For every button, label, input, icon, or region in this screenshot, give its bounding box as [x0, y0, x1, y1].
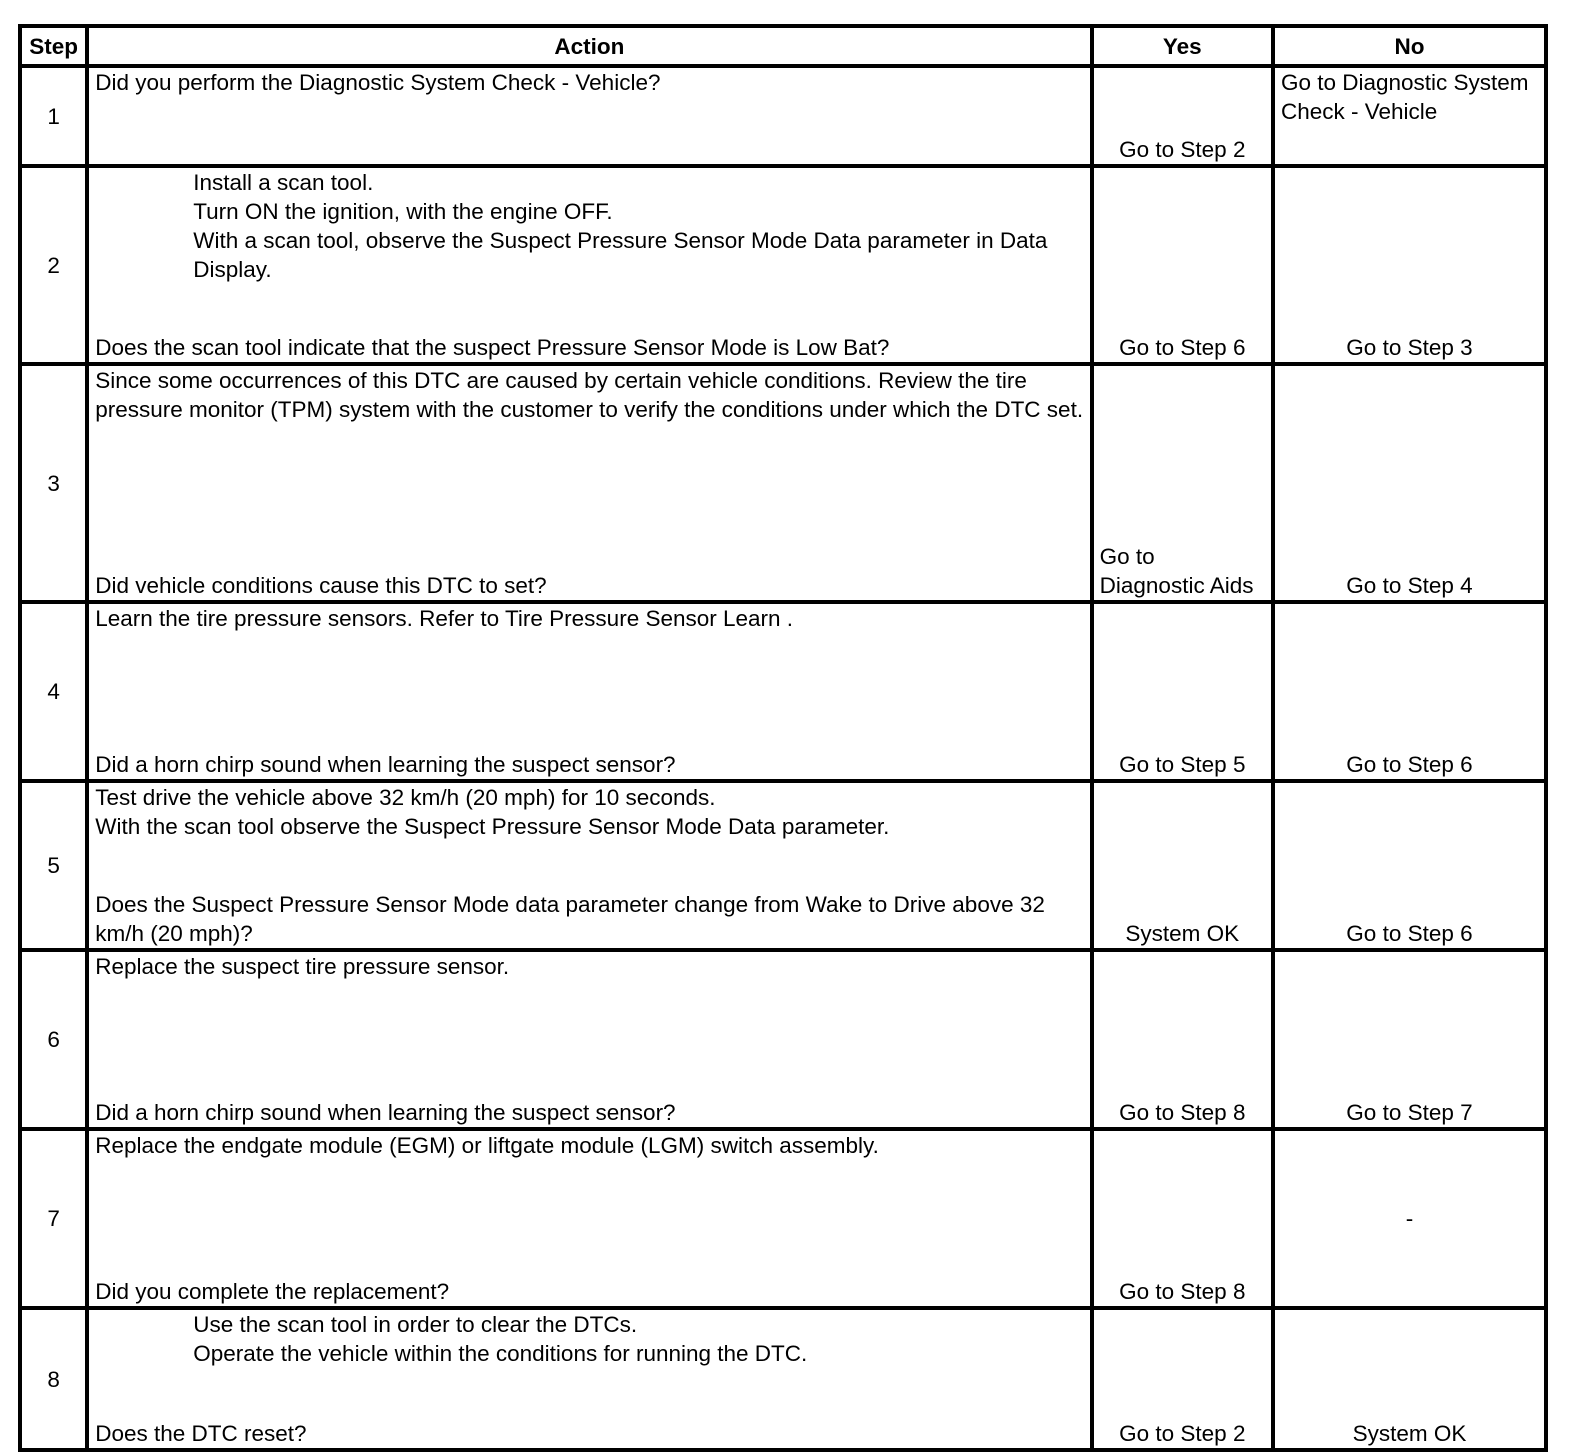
instruction-line: Since some occurrences of this DTC are caused by certain vehicle conditions. Review the tire pressure monitor (TPM) system with the customer to verify the conditions under which the DTC set.: [95, 368, 1084, 423]
no-result: System OK: [1273, 1308, 1546, 1450]
action-cell: [87, 1308, 1091, 1450]
instruction-line: Operate the vehicle within the conditions for running the DTC.: [193, 1341, 808, 1367]
instruction-line: Use the scan tool in order to clear the DTCs.: [193, 1312, 638, 1338]
question-text: Did a horn chirp sound when learning the suspect sensor?: [95, 751, 676, 777]
no-result: Go to Step 7: [1273, 950, 1546, 1129]
question-text: Does the scan tool indicate that the suspect Pressure Sensor Mode is Low Bat?: [95, 335, 890, 361]
action-cell: [87, 602, 1091, 780]
action-cell: [87, 950, 1091, 1129]
step-number: 1: [20, 66, 87, 166]
no-result: Go to Step 4: [1273, 364, 1546, 602]
yes-result: Go to Step 6: [1092, 166, 1273, 364]
no-result: Go to Diagnostic System Check - Vehicle: [1273, 66, 1546, 166]
question-text: Does the Suspect Pressure Sensor Mode data parameter change from Wake to Drive above 32 km/h (20 mph)?: [95, 891, 1052, 946]
step-number: 4: [20, 602, 87, 780]
instruction-line: Learn the tire pressure sensors. Refer to Tire Pressure Sensor Learn .: [95, 606, 794, 632]
question-text: Did a horn chirp sound when learning the suspect sensor?: [95, 1100, 676, 1126]
table-row: [20, 781, 1546, 950]
no-result: Go to Step 6: [1273, 602, 1546, 780]
action-cell: [87, 781, 1091, 950]
step-number: 7: [20, 1129, 87, 1308]
table-row: [20, 1129, 1546, 1308]
table-row: [20, 1308, 1546, 1450]
table-row: [20, 166, 1546, 364]
yes-result: Go to Step 2: [1092, 66, 1273, 166]
table-row: [20, 66, 1546, 166]
step-number: 3: [20, 364, 87, 602]
action-cell: [87, 66, 1091, 166]
instruction-line: With a scan tool, observe the Suspect Pressure Sensor Mode Data parameter in Data Display.: [193, 228, 1054, 283]
instruction-line: Replace the suspect tire pressure sensor.: [95, 953, 510, 979]
step-number: 6: [20, 950, 87, 1129]
action-cell: [87, 364, 1091, 602]
no-result: -: [1273, 1129, 1546, 1308]
header-row: [20, 26, 1546, 66]
instruction-line: Did you perform the Diagnostic System Check - Vehicle?: [95, 70, 661, 95]
no-header: No: [1273, 26, 1546, 66]
yes-header: Yes: [1092, 26, 1273, 66]
action-cell: [87, 166, 1091, 364]
no-result: Go to Step 3: [1273, 166, 1546, 364]
step-number: 5: [20, 781, 87, 950]
step-number: 8: [20, 1308, 87, 1450]
instruction-line: Test drive the vehicle above 32 km/h (20 mph) for 10 seconds.: [95, 784, 716, 810]
question-text: Did vehicle conditions cause this DTC to set?: [95, 573, 547, 599]
action-cell: [87, 1129, 1091, 1308]
yes-result: Go to Step 8: [1092, 1129, 1273, 1308]
question-text: Did you complete the replacement?: [95, 1279, 450, 1305]
no-result: Go to Step 6: [1273, 781, 1546, 950]
yes-result: Go to Step 2: [1092, 1308, 1273, 1450]
step-header: Step: [20, 26, 87, 66]
table-row: [20, 364, 1546, 602]
table-row: [20, 602, 1546, 780]
table-row: [20, 950, 1546, 1129]
instruction-line: Turn ON the ignition, with the engine OFF.: [193, 199, 613, 225]
yes-result: Go to Step 5: [1092, 602, 1273, 780]
diagnostic-table: [18, 24, 1548, 1452]
instruction-line: With the scan tool observe the Suspect Pressure Sensor Mode Data parameter.: [95, 813, 890, 839]
instruction-line: Replace the endgate module (EGM) or liftgate module (LGM) switch assembly.: [95, 1133, 879, 1159]
yes-result: System OK: [1092, 781, 1273, 950]
instruction-line: Install a scan tool.: [193, 170, 374, 196]
action-header: Action: [87, 26, 1091, 66]
question-text: Does the DTC reset?: [95, 1421, 307, 1446]
yes-result: Go to Diagnostic Aids: [1092, 364, 1273, 602]
yes-result: Go to Step 8: [1092, 950, 1273, 1129]
step-number: 2: [20, 166, 87, 364]
